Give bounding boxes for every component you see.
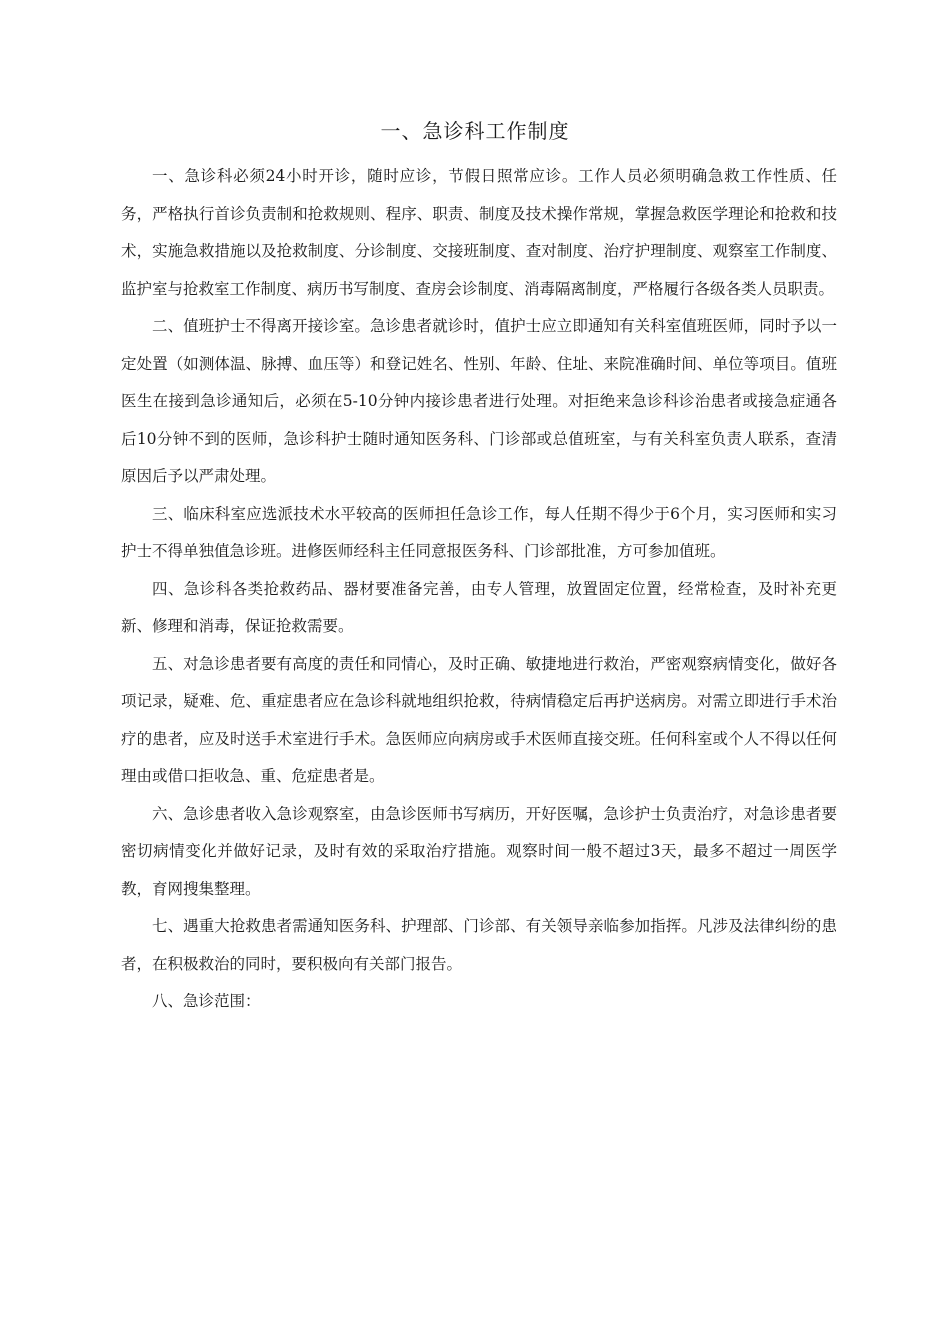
paragraph-3: 三、临床科室应选派技术水平较高的医师担任急诊工作，每人任期不得少于6个月，实习医师和实习护士不得单独值急诊班。进修医师经科主任同意报医务科、门诊部批准，方可参加值班。 — [121, 504, 837, 560]
paragraph-1: 一、急诊科必须24小时开诊，随时应诊，节假日照常应诊。工作人员必须明确急救工作性质、任务，严格执行首诊负责制和抢救规则、程序、职责、制度及技术操作常规，掌握急救医学理论和抢救和技术，实施急救措施以及抢救制度、分诊制度、交接班制度、查对制度、治疗护理制度、观察室工作制度、监护室与抢救室工作制度、病历书写制度、查房会诊制度、消毒隔离制度，严格履行各级各类人员职责。 — [121, 167, 837, 298]
document-body — [121, 158, 837, 1021]
paragraph-6: 六、急诊患者收入急诊观察室，由急诊医师书写病历，开好医嘱，急诊护士负责治疗，对急诊患者要密切病情变化并做好记录，及时有效的采取治疗措施。观察时间一般不超过3天，最多不超过一周医学教，育网搜集整理。 — [121, 804, 837, 898]
paragraph-8: 八、急诊范围： — [152, 992, 261, 1010]
paragraph-7: 七、遇重大抢救患者需通知医务科、护理部、门诊部、有关领导亲临参加指挥。凡涉及法律纠纷的患者，在积极救治的同时，要积极向有关部门报告。 — [121, 917, 837, 973]
paragraph-2: 二、值班护士不得离开接诊室。急诊患者就诊时，值护士应立即通知有关科室值班医师，同时予以一定处置（如测体温、脉搏、血压等）和登记姓名、性别、年龄、住址、来院准确时间、单位等项目。值班医生在接到急诊通知后，必须在5-10分钟内接诊患者进行处理。对拒绝来急诊科诊治患者或接急症通各后10分钟不到的医师，急诊科护士随时通知医务科、门诊部或总值班室，与有关科室负责人联系，查清原因后予以严肃处理。 — [121, 317, 837, 485]
paragraph-5: 五、对急诊患者要有高度的责任和同情心，及时正确、敏捷地进行救治，严密观察病情变化，做好各项记录，疑难、危、重症患者应在急诊科就地组织抢救，待病情稳定后再护送病房。对需立即进行手术治疗的患者，应及时送手术室进行手术。急医师应向病房或手术医师直接交班。任何科室或个人不得以任何理由或借口拒收急、重、危症患者是。 — [121, 654, 837, 785]
document-title: 一、急诊科工作制度 — [380, 119, 570, 143]
paragraph-4: 四、急诊科各类抢救药品、器材要准备完善，由专人管理，放置固定位置，经常检查，及时补充更新、修理和消毒，保证抢救需要。 — [121, 579, 837, 635]
